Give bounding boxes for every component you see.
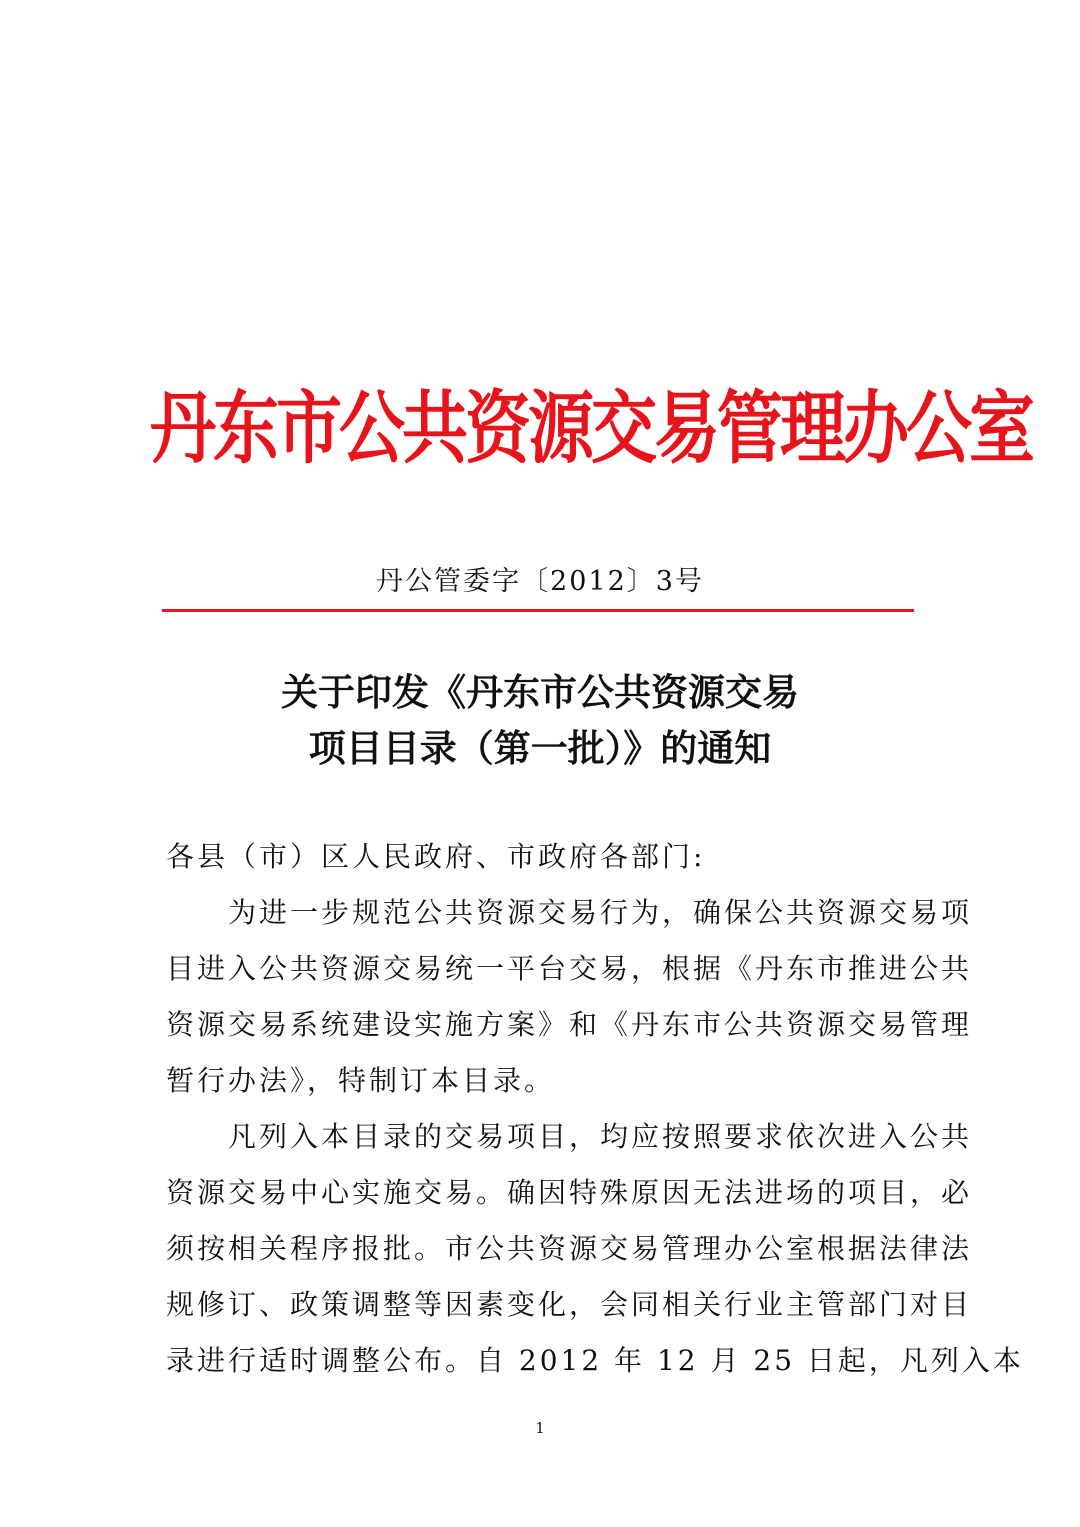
document-number: 丹公管委字〔2012〕3号	[376, 566, 704, 597]
salutation-line: 各县（市）区人民政府、市政府各部门:	[166, 840, 706, 873]
body-line: 为进一步规范公共资源交易行为，确保公共资源交易项	[166, 896, 973, 929]
red-divider-line	[162, 609, 914, 612]
body-line: 凡列入本目录的交易项目，均应按照要求依次进入公共	[166, 1120, 973, 1153]
body-line: 目进入公共资源交易统一平台交易，根据《丹东市推进公共	[166, 952, 973, 985]
notice-title-line-2: 项目目录（第一批）》的通知	[308, 726, 772, 770]
body-line: 须按相关程序报批。市公共资源交易管理办公室根据法律法	[166, 1232, 973, 1265]
body-line: 资源交易系统建设实施方案》和《丹东市公共资源交易管理	[166, 1008, 973, 1041]
body-line: 录进行适时调整公布。自 2012 年 12 月 25 日起，凡列入本	[166, 1344, 1024, 1377]
page-number: 1	[535, 1419, 545, 1437]
notice-title-line-1: 关于印发《丹东市公共资源交易	[281, 670, 799, 714]
body-line: 资源交易中心实施交易。确因特殊原因无法进场的项目，必	[166, 1176, 973, 1209]
body-line: 规修订、政策调整等因素变化，会同相关行业主管部门对目	[166, 1288, 973, 1321]
issuer-header: 丹东市公共资源交易管理办公室	[150, 381, 1032, 475]
body-line: 暂行办法》，特制订本目录。	[166, 1064, 556, 1097]
